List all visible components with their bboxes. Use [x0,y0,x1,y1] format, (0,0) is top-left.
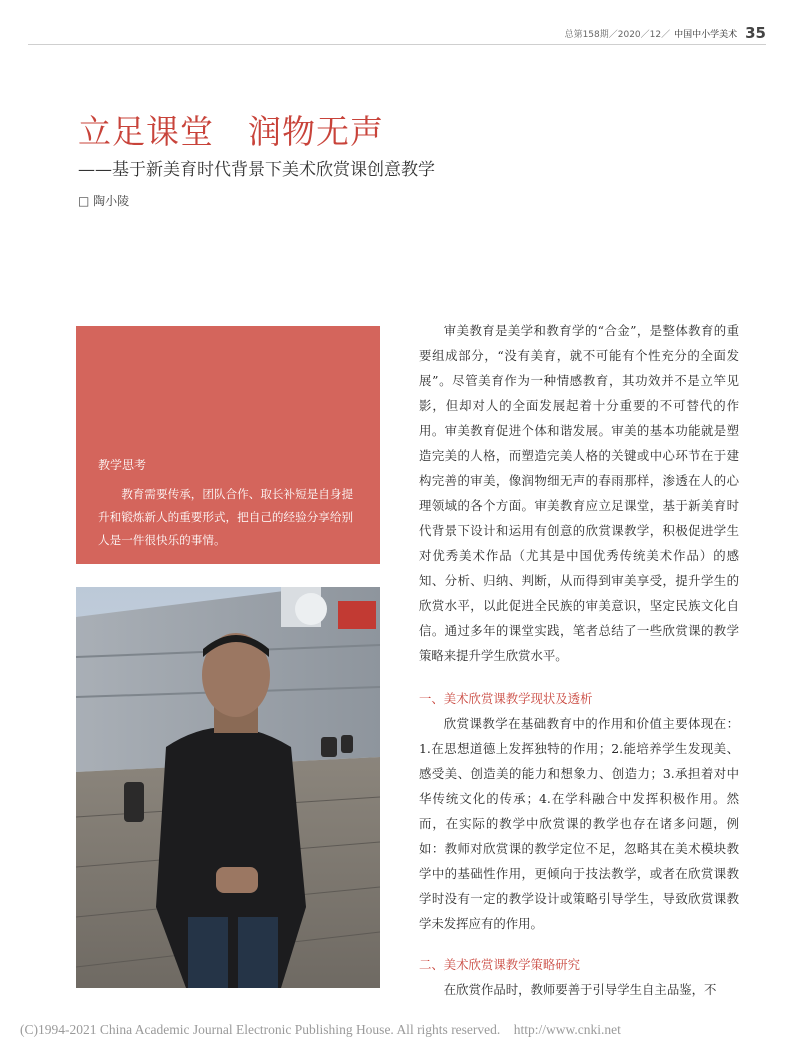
author-photo-image [76,587,380,988]
intro-paragraph: 审美教育是美学和教育学的“合金”，是整体教育的重要组成部分，“没有美育，就不可能有个性充分的全面发展”。尽管美育作为一种情感教育，其功效并不是立竿见影，但却对人的全面发展起着十分重要的不可替代的作用。审美教育促进个体和谐发展。审美的基本功能就是塑造完美的人格，而塑造完美人格的关键或中心环节在于建构完善的审美，像润物细无声的春雨那样，渗透在人的心理领域的各个方面。审美教育应立足课堂，基于新美育时代背景下设计和运用有创意的欣赏课教学，积极促进学生对优秀美术作品（尤其是中国优秀传统美术作品）的感知、分析、归纳、判断，从而得到审美享受，提升学生的欣赏水平，以此促进全民族的审美意识，坚定民族文化自信。通过多年的课堂实践，笔者总结了一些欣赏课的教学策略来提升学生欣赏水平。 [419,323,739,663]
article-subtitle: ——基于新美育时代背景下美术欣赏课创意教学 [78,160,435,180]
article-title: 立足课堂 润物无声 [78,112,384,151]
teaching-thoughts-title: 教学思考 [98,458,147,472]
teaching-thoughts-text: 教育需要传承，团队合作、取长补短是自身提升和锻炼新人的重要形式，把自己的经验分享给别人是一件很快乐的事情。 [98,487,354,547]
section-2-paragraph: 在欣赏作品时，教师要善于引导学生自主品鉴，不 [443,982,717,997]
article-author: □ 陶小陵 [78,194,130,208]
teaching-thoughts-box [76,326,380,564]
running-header [565,26,766,40]
author-photo [76,587,380,988]
section-heading-1: 一、美术欣赏课教学现状及透析 [419,691,593,706]
issue-info: 总第158期／2020／12／ [564,29,671,40]
section-heading-2: 二、美术欣赏课教学策略研究 [419,957,581,972]
section-1-paragraph: 欣赏课教学在基础教育中的作用和价值主要体现在：1.在思想道德上发挥独特的作用；2.能培养学生发现美、感受美、创造美的能力和想象力、创造力；3.承担着对中华传统文化的传承；4.在学科融合中发挥积极作用。然而，在实际的教学中欣赏课的教学也存在诸多问题，例如：教师对欣赏课的教学定位不足，忽略其在美术模块教学中的基础性作用，更倾向于技法教学，或者在欣赏课教学时没有一定的教学设计或策略引导学生，导致欣赏课教学未发挥应有的作用。 [419,716,739,931]
page-number: 35 [745,24,766,42]
header-divider [28,44,766,45]
magazine-name: 中国中小学美术 [674,29,738,40]
copyright-footer: (C)1994-2021 China Academic Journal Electronic Publishing House. All rights reserved. http://www.cnki.net [20,1022,621,1037]
main-text-column [419,318,739,1002]
